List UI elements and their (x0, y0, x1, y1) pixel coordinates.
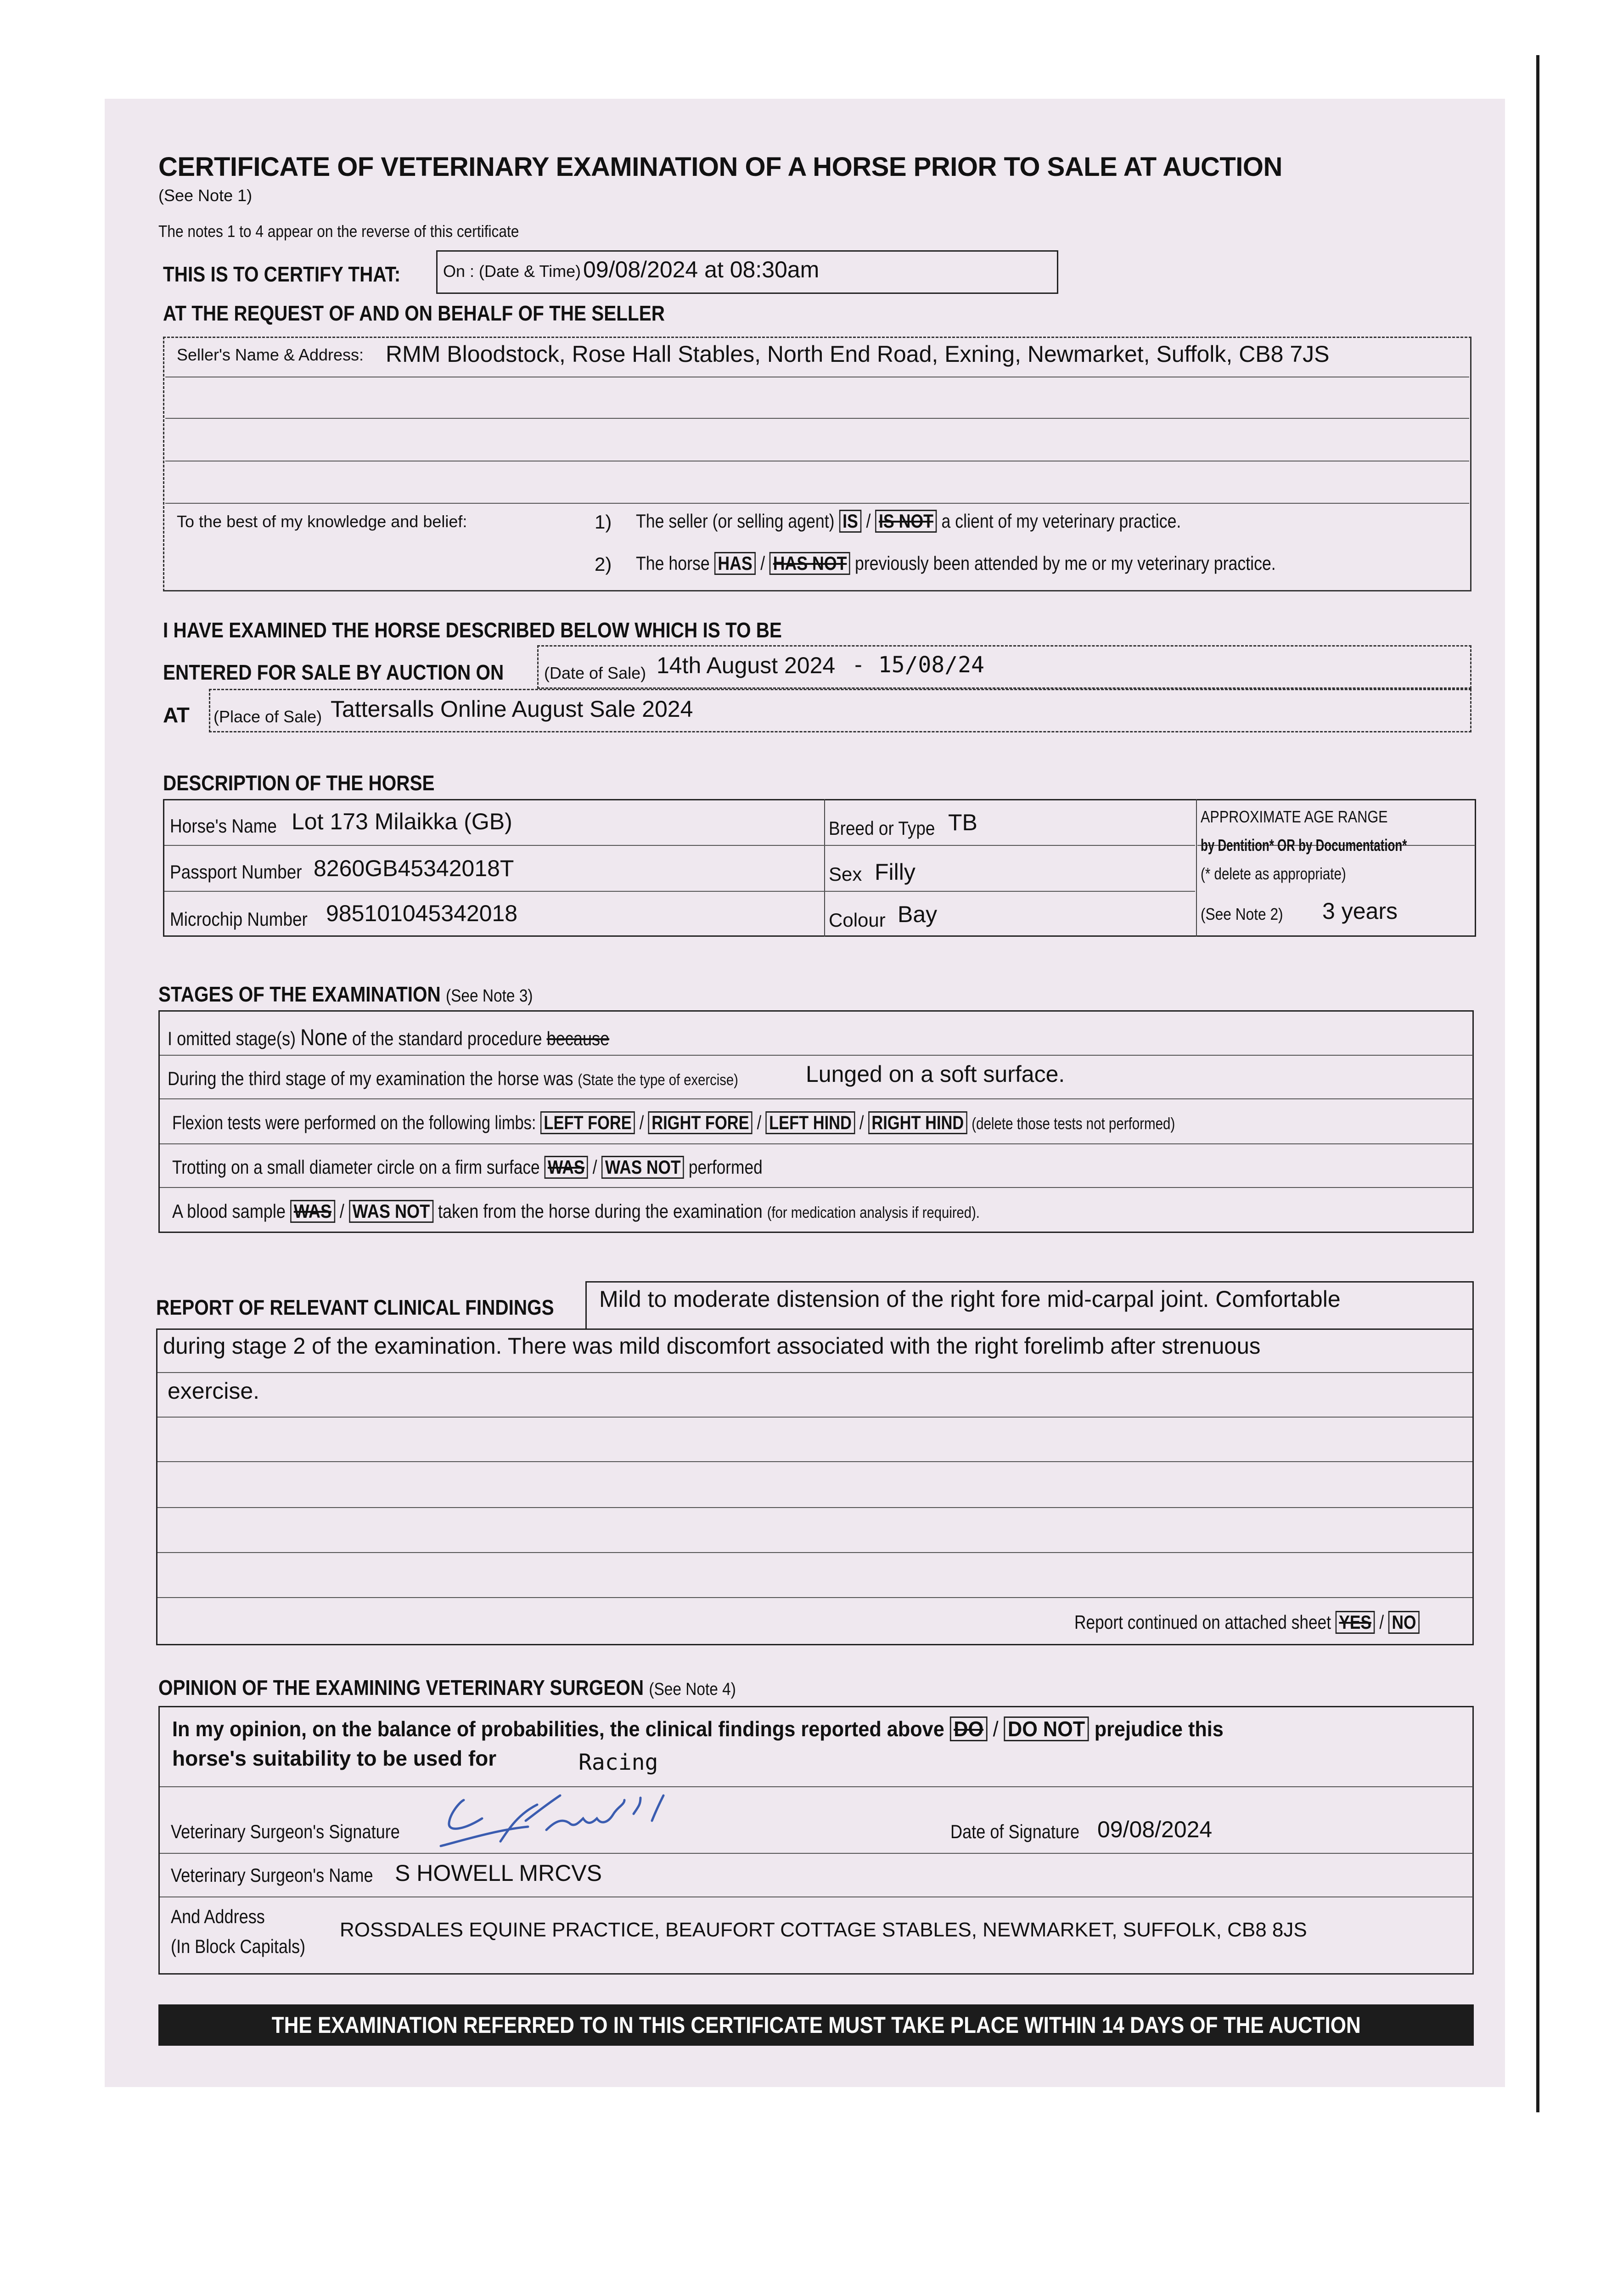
belief-label: To the best of my knowledge and belief: (177, 512, 467, 531)
flexion-row: Flexion tests were performed on the following limbs: LEFT FORE / RIGHT FORE / LEFT HIND / RIGHT HIND (delete those tests not performed) (172, 1111, 1395, 1134)
opinion-do-option[interactable]: DO (950, 1716, 988, 1741)
passport-value: 8260GB45342018T (314, 855, 514, 881)
desc-col-divider-1 (824, 799, 825, 937)
desc-row-divider-1 (164, 845, 1195, 846)
age-see-note: (See Note 2) (1201, 905, 1283, 923)
seller-value: RMM Bloodstock, Rose Hall Stables, North End Road, Exning, Newmarket, Suffolk, CB8 7JS (386, 341, 1330, 367)
breed-value: TB (948, 810, 977, 835)
signature-label: Veterinary Surgeon's Signature (171, 1821, 400, 1842)
client-is-not-option[interactable]: IS NOT (875, 510, 937, 533)
report-rule-4 (157, 1507, 1472, 1508)
report-line-1: Mild to moderate distension of the right fore mid-carpal joint. Comfortable (599, 1286, 1341, 1312)
age-by: by Dentition* OR by Documentation* (1201, 836, 1407, 855)
stages-row-3 (160, 1143, 1473, 1144)
colour-value: Bay (898, 901, 938, 927)
report-continued-row: Report continued on attached sheet YES / NO (1074, 1611, 1485, 1634)
omitted-stages-row: I omitted stage(s) None of the standard procedure because (168, 1024, 610, 1050)
belief-line-2: The horse HAS / HAS NOT previously been attended by me or my veterinary practice. (636, 552, 1389, 575)
signature-date-label: Date of Signature (950, 1821, 1080, 1842)
flexion-right-hind-option[interactable]: RIGHT HIND (868, 1111, 967, 1134)
seller-line-2 (165, 418, 1469, 419)
stages-row-2 (160, 1098, 1473, 1099)
flexion-left-fore-option[interactable]: LEFT FORE (540, 1111, 635, 1134)
microchip-label: Microchip Number (170, 908, 308, 930)
description-heading: DESCRIPTION OF THE HORSE (163, 771, 435, 795)
certify-label: THIS IS TO CERTIFY THAT: (163, 262, 401, 286)
on-date-label: On : (Date & Time) (443, 262, 581, 281)
report-rule-3 (157, 1461, 1472, 1462)
footer-banner: THE EXAMINATION REFERRED TO IN THIS CERTIFICATE MUST TAKE PLACE WITHIN 14 DAYS OF THE AUCTION (158, 2004, 1474, 2046)
age-delete-note: (* delete as appropriate) (1201, 864, 1346, 883)
entered-label: ENTERED FOR SALE BY AUCTION ON (163, 660, 504, 684)
continued-no-option[interactable]: NO (1388, 1611, 1420, 1634)
trotting-was-option[interactable]: WAS (544, 1156, 588, 1179)
omitted-stages-value: None (300, 1024, 348, 1050)
report-heading: REPORT OF RELEVANT CLINICAL FINDINGS (156, 1295, 554, 1319)
report-rule-6 (157, 1597, 1472, 1598)
sale-date-handwritten: - 15/08/24 (852, 652, 984, 678)
opinion-heading: OPINION OF THE EXAMINING VETERINARY SURGEON (See Note 4) (158, 1676, 736, 1699)
client-is-option[interactable]: IS (839, 510, 861, 533)
exam-date-value: 09/08/2024 at 08:30am (583, 257, 820, 282)
see-note-1: (See Note 1) (158, 186, 253, 205)
continued-yes-option[interactable]: YES (1336, 1611, 1375, 1634)
report-rule-2 (157, 1417, 1472, 1418)
flexion-left-hind-option[interactable]: LEFT HIND (766, 1111, 855, 1134)
sale-date-value: 14th August 2024 (657, 653, 836, 678)
belief-line-2-num: 2) (595, 553, 612, 575)
horse-name-value: Lot 173 Milaikka (GB) (292, 809, 512, 834)
opinion-do-not-option[interactable]: DO NOT (1004, 1716, 1089, 1741)
flexion-right-fore-option[interactable]: RIGHT FORE (648, 1111, 753, 1134)
report-line-3: exercise. (168, 1378, 260, 1404)
sex-label: Sex (829, 863, 862, 885)
signature-date-value: 09/08/2024 (1097, 1817, 1213, 1842)
blood-was-not-option[interactable]: WAS NOT (349, 1200, 433, 1223)
notes-line: The notes 1 to 4 appear on the reverse of this certificate (158, 222, 519, 241)
trotting-row: Trotting on a small diameter circle on a firm surface WAS / WAS NOT performed (172, 1156, 875, 1179)
passport-label: Passport Number (170, 861, 302, 883)
age-heading: APPROXIMATE AGE RANGE (1201, 807, 1388, 826)
address-label-2: (In Block Capitals) (171, 1936, 306, 1957)
blood-sample-row: A blood sample WAS / WAS NOT taken from the horse during the examination (for medication analysis if required). (172, 1200, 1111, 1223)
stages-row-1 (160, 1055, 1473, 1056)
because-struck: because (546, 1028, 610, 1049)
stages-row-4 (160, 1187, 1473, 1188)
trotting-was-not-option[interactable]: WAS NOT (601, 1156, 684, 1179)
scan-edge-bar (1536, 55, 1539, 2112)
belief-line-1-num: 1) (595, 511, 612, 533)
request-label: AT THE REQUEST OF AND ON BEHALF OF THE SELLER (163, 301, 665, 325)
opinion-rule-2 (160, 1853, 1473, 1854)
surgeon-address-value: ROSSDALES EQUINE PRACTICE, BEAUFORT COTTAGE STABLES, NEWMARKET, SUFFOLK, CB8 8JS (340, 1919, 1307, 1941)
opinion-rule-1 (160, 1786, 1473, 1787)
sale-place-value: Tattersalls Online August Sale 2024 (331, 696, 693, 722)
opinion-use-value: Racing (578, 1750, 658, 1775)
horse-name-label: Horse's Name (170, 815, 277, 837)
stages-heading: STAGES OF THE EXAMINATION (See Note 3) (158, 982, 533, 1006)
colour-label: Colour (829, 909, 886, 931)
certificate-title: CERTIFICATE OF VETERINARY EXAMINATION OF A HORSE PRIOR TO SALE AT AUCTION (158, 152, 1282, 182)
report-line-2: during stage 2 of the examination. There was mild discomfort associated with the right forelimb after strenuous (163, 1333, 1261, 1359)
sale-place-label: (Place of Sale) (213, 707, 322, 726)
attended-has-option[interactable]: HAS (714, 552, 756, 575)
signature-image (432, 1786, 716, 1855)
sex-value: Filly (875, 859, 915, 885)
desc-row-divider-2 (164, 891, 1195, 892)
age-value: 3 years (1322, 898, 1398, 924)
desc-col-divider-2 (1196, 799, 1197, 937)
examined-label: I HAVE EXAMINED THE HORSE DESCRIBED BELOW WHICH IS TO BE (163, 618, 782, 642)
surgeon-name-label: Veterinary Surgeon's Name (171, 1864, 373, 1886)
third-stage-value: Lunged on a soft surface. (806, 1061, 1065, 1087)
opinion-rule-3 (160, 1896, 1473, 1897)
opinion-text-line-2: horse's suitability to be used for (172, 1746, 497, 1770)
belief-line-1: The seller (or selling agent) IS / IS NOT a client of my veterinary practice. (636, 510, 1277, 533)
opinion-text-line-1: In my opinion, on the balance of probabilities, the clinical findings reported above DO / DO NOT prejudice this (172, 1717, 1224, 1741)
surgeon-name-value: S HOWELL MRCVS (395, 1860, 602, 1886)
at-label: AT (163, 703, 190, 727)
blood-was-option[interactable]: WAS (290, 1200, 335, 1223)
report-rule-5 (157, 1552, 1472, 1553)
report-rule-1 (157, 1372, 1472, 1373)
microchip-value: 985101045342018 (326, 900, 518, 926)
address-label-1: And Address (171, 1906, 265, 1927)
attended-has-not-option[interactable]: HAS NOT (769, 552, 850, 575)
seller-label: Seller's Name & Address: (177, 345, 364, 364)
seller-line-4 (165, 503, 1469, 504)
third-stage-row: During the third stage of my examination the horse was (State the type of exercise) (168, 1068, 738, 1089)
breed-label: Breed or Type (829, 817, 935, 839)
sale-date-label: (Date of Sale) (544, 664, 646, 682)
